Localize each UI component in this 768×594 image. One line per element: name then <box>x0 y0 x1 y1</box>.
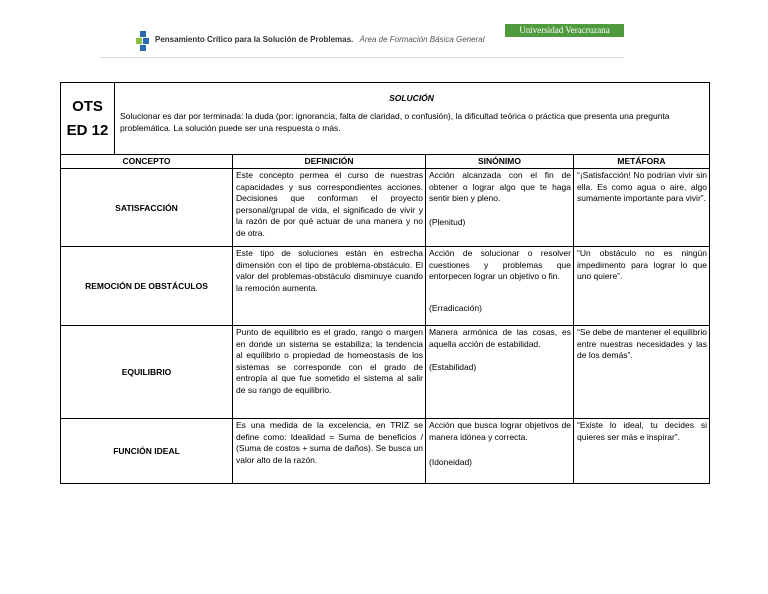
synonym-text: Acción de solucionar o resolver cuestiones y problemas que entorpecen lograr un objetivo o fin. <box>429 248 571 282</box>
definition-cell: Este tipo de soluciones están en estrecha dimensión con el tipo de problema-obstáculo. El valor del problemas-obstáculo disminuye cuando la remoción aumenta. <box>233 247 426 326</box>
definition-cell: Es una medida de la excelencia, en TRIZ se define como: Idealidad = Suma de beneficios / (Suma de costos + suma de daños). Se busca un valor alto de la razón. <box>233 419 426 484</box>
metaphor-cell: “Se debe de mantener el equilibrio entre nuestras necesidades y las de los demás”. <box>574 326 710 419</box>
university-logo-icon <box>136 31 150 53</box>
concept-cell: SATISFACCIÓN <box>61 169 233 247</box>
synonym-word: (Idoneidad) <box>429 457 473 468</box>
concept-cell: FUNCIÓN IDEAL <box>61 419 233 484</box>
university-badge: Universidad Veracruzana <box>505 24 624 37</box>
synonym-text: Acción que busca lograr objetivos de manera idónea y correcta. <box>429 420 571 442</box>
solution-cell <box>115 83 710 155</box>
document-table-block <box>60 82 709 497</box>
synonym-word: (Plenitud) <box>429 216 466 227</box>
concept-cell: EQUILIBRIO <box>61 326 233 419</box>
synonym-cell <box>426 169 574 247</box>
area-title: Área de Formación Básica General <box>359 35 485 44</box>
heading-table <box>60 82 710 155</box>
synonym-text: Manera armónica de las cosas, es aquella acción de estabilidad. <box>429 327 571 349</box>
code-top: OTS <box>72 97 103 115</box>
synonym-cell <box>426 419 574 484</box>
column-header: DEFINICIÓN <box>233 155 426 169</box>
definition-cell: Punto de equilibrio es el grado, rango o margen en donde un sistema se estabiliza; la tendencia al equilibrio o propiedad de homeostasis de los sistemas se corresponde con el grado de entropía al que fue sometido el sistema al salir de su rango de equilibrio. <box>233 326 426 419</box>
definition-cell: Este concepto permea el curso de nuestras capacidades y sus correspondientes acciones. Decisiones que conforman el proyecto personal/grupal de vida, el significado de vivir y la razón de por qué actuar de una manera y no de otra. <box>233 169 426 247</box>
metaphor-cell: “Existe lo ideal, tu decides si quieres ser más e inspirar”. <box>574 419 710 484</box>
synonym-word: (Erradicación) <box>429 302 482 313</box>
column-header: METÁFORA <box>574 155 710 169</box>
column-header: CONCEPTO <box>61 155 233 169</box>
table-row <box>61 419 710 484</box>
metaphor-cell: “¡Satisfacción! No podrían vivir sin ella. Es como agua o aire, algo sumamente importante para vivir”. <box>574 169 710 247</box>
synonym-cell <box>426 326 574 419</box>
code-bottom: ED 12 <box>66 121 109 139</box>
header-divider <box>100 57 624 58</box>
section-intro: Solucionar es dar por terminada: la duda (por: ignorancia, falta de claridad, o confusión), la dificultad teórica o práctica que presenta una pregunta problemática. La solución puede ser una respuesta o más. <box>120 111 670 133</box>
concept-table <box>60 155 710 484</box>
concept-cell: REMOCIÓN DE OBSTÁCULOS <box>61 247 233 326</box>
page-header <box>100 22 624 58</box>
synonym-cell <box>426 247 574 326</box>
table-row <box>61 169 710 247</box>
table-row <box>61 247 710 326</box>
column-header: SINÓNIMO <box>426 155 574 169</box>
section-heading: SOLUCIÓN <box>389 93 434 103</box>
synonym-text: Acción alcanzada con el fin de obtener o lograr algo que te haga sentir bien y pleno. <box>429 170 571 204</box>
code-cell <box>61 83 115 155</box>
course-title: Pensamiento Crítico para la Solución de Problemas. <box>155 35 354 44</box>
header-text <box>155 35 484 44</box>
synonym-word: (Estabilidad) <box>429 362 477 373</box>
column-header-row <box>61 155 710 169</box>
metaphor-cell: “Un obstáculo no es ningún impedimento para lograr lo que uno quiere”. <box>574 247 710 326</box>
table-row <box>61 326 710 419</box>
